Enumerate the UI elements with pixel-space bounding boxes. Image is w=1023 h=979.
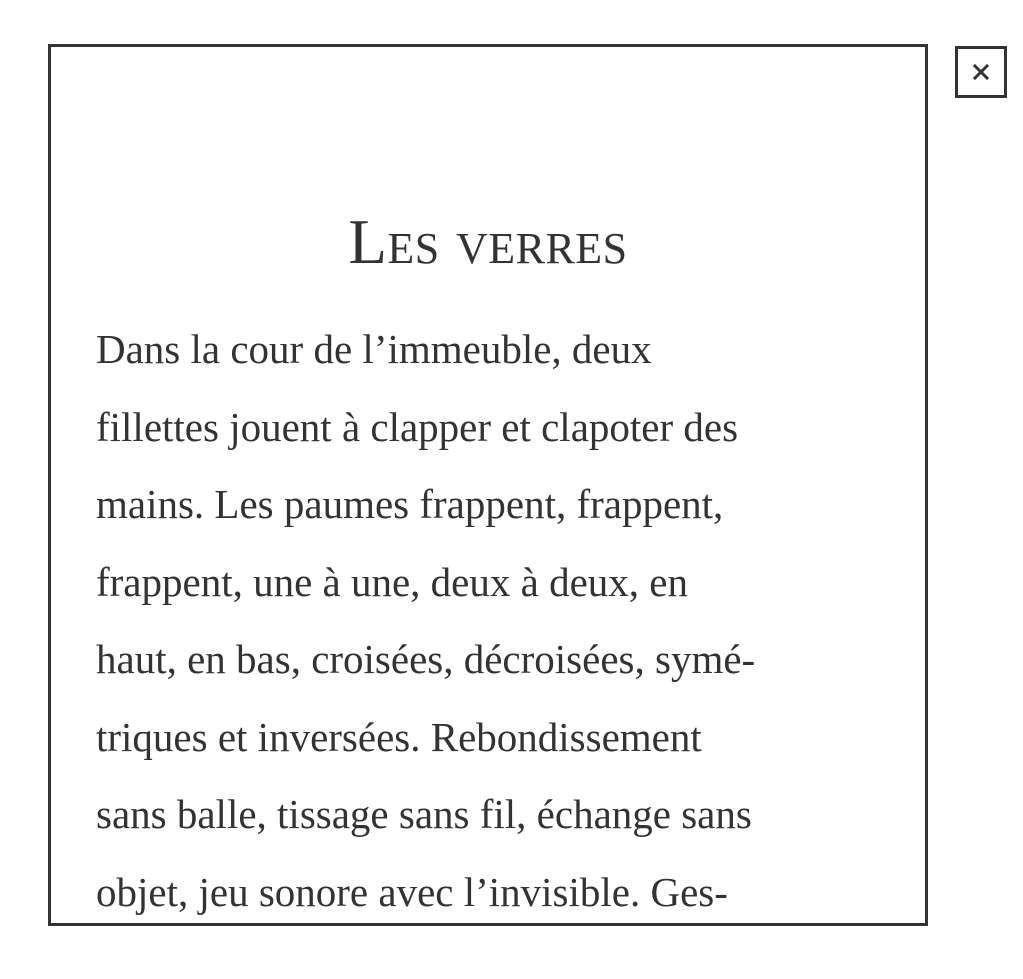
- text-line: Dans la cour de l’immeuble, deux: [96, 326, 652, 372]
- text-line: objet, jeu sonore avec l’invisible. Ges-: [96, 868, 728, 915]
- text-line: sans balle, tissage sans fil, échange sans: [96, 791, 752, 837]
- close-icon: [973, 64, 989, 80]
- text-line: triques et inversées. Rebondissement: [96, 713, 702, 760]
- chapter-title: Les verres: [348, 207, 628, 277]
- text-line: haut, en bas, croisées, décroisées, symé-: [96, 636, 756, 682]
- close-button[interactable]: [955, 46, 1007, 98]
- chapter-body-text: [96, 311, 896, 926]
- text-line: mains. Les paumes frappent, frappent,: [96, 481, 724, 527]
- text-line: frappent, une à une, deux à deux, en: [96, 558, 688, 605]
- text-line: fillettes jouent à clapper et clapoter des: [96, 403, 739, 450]
- reader-panel: [48, 44, 928, 926]
